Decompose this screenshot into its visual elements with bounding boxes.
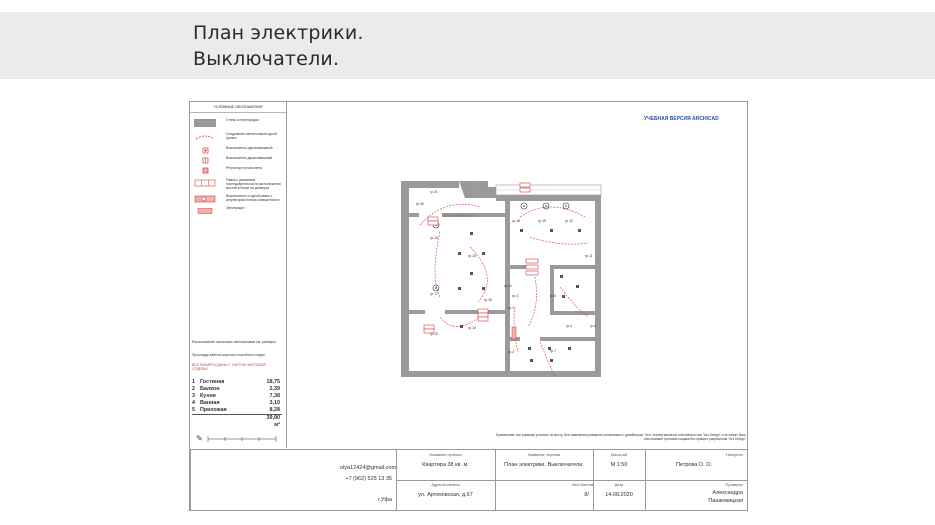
title-block — [190, 449, 747, 511]
legend-label: Электрощит — [226, 206, 245, 210]
floor-plan — [400, 177, 605, 377]
legend-label: Выключатель и одной рамке с регулятором потока освещенности — [226, 194, 280, 202]
legend-item-walls — [194, 118, 284, 128]
contact-city: г.Уфа — [378, 497, 392, 503]
legend-item-switch-2 — [194, 156, 284, 166]
total-area: 39,90 м² — [266, 415, 280, 428]
legend-note-3: ВСЕ РАЗМЕРЫ ДАНЫ С УЧЕТОМ ЧИСТОВОЙ ОТДЕЛКИ — [192, 363, 266, 371]
svg-text:гр.4: гр.4 — [566, 324, 572, 328]
drawn-label: Начертил — [726, 453, 743, 457]
legend-label: Регулятор потока света — [226, 166, 262, 170]
svg-text:гр.5: гр.5 — [550, 294, 556, 298]
checked-label: Проверил — [725, 483, 743, 487]
svg-text:гр.15: гр.15 — [468, 254, 476, 258]
group-line-icon — [194, 133, 216, 141]
svg-text:гр.7: гр.7 — [550, 349, 556, 353]
contact-email: olya12424@gmail.com — [340, 465, 397, 471]
scale-label: Масштаб — [610, 453, 628, 457]
legend-panel — [190, 102, 287, 448]
room-total-row — [192, 414, 282, 429]
checked-by-line1: Александра — [712, 490, 743, 496]
switch-frame-icon — [194, 179, 216, 187]
room-area-table — [192, 379, 282, 429]
date-value: 14.08.2020 — [605, 492, 633, 498]
svg-text:гр.1: гр.1 — [508, 306, 514, 310]
legend-item-group-line — [194, 132, 284, 142]
legend-item-switch-1 — [194, 146, 284, 156]
legend-item-frame — [194, 178, 284, 192]
single-switch-icon — [194, 147, 216, 155]
drawing-name: План электрики. Выключатели. — [504, 462, 584, 468]
project-label: Название проекта — [429, 453, 462, 457]
legend-note-2: Прокладку кабеля скрытым способом в гофре. — [192, 353, 266, 357]
room-row: 1 Гостиная 18,75 — [192, 379, 280, 385]
project-name: Квартира 38 кв. м. — [422, 462, 469, 468]
scale-value: М 1:50 — [610, 462, 628, 468]
svg-text:гр.21: гр.21 — [504, 284, 512, 288]
svg-text:гр.14: гр.14 — [468, 326, 476, 330]
svg-text:гр.20: гр.20 — [430, 236, 438, 240]
slide-title-line2: Выключатели. — [193, 48, 340, 70]
slide-header — [0, 12, 935, 79]
svg-text:гр.12: гр.12 — [565, 219, 573, 223]
drawing-note: Примечание: все размеры уточнять по месту. Все изменения размеров согласованы с дизайнером. Этот чертеж является собственностью "Ars Design" и не может быть использован третьими лицами без прямого разрешения "Ars Design" — [495, 433, 746, 441]
svg-text:гр.18: гр.18 — [512, 219, 520, 223]
legend-label: Выключатель двухклавишный — [226, 156, 273, 160]
frame-dimmer-icon — [194, 195, 216, 203]
legend-note-1: Расположение настенных светильников см. размеры — [192, 340, 276, 344]
legend-label: Выключатель одноклавишный — [226, 146, 273, 150]
double-switch-icon — [194, 157, 216, 165]
date-label: Дата — [614, 483, 624, 487]
scale-bar — [194, 432, 280, 444]
address: ул. Артековская, д.67 — [418, 492, 473, 498]
legend-item-panel — [194, 206, 284, 216]
sheet-number: 8/ — [584, 492, 589, 498]
svg-text:гр.13: гр.13 — [430, 332, 438, 336]
svg-text:гр.11: гр.11 — [585, 254, 593, 258]
electric-panel-icon — [194, 207, 216, 215]
legend-title: УСЛОВНЫЕ ОБОЗНАЧЕНИЯ — [190, 102, 286, 113]
contact-phone: +7 (962) 525 13 35 — [345, 476, 392, 482]
legend-item-frame-dimmer — [194, 194, 284, 204]
checked-by-line2: Пашковицкая — [708, 498, 743, 504]
address-label: Адрес/Контакты — [431, 483, 460, 487]
svg-text:гр.31: гр.31 — [430, 190, 438, 194]
legend-label: Стены и перегородки — [226, 118, 259, 122]
svg-text:гр.17: гр.17 — [430, 292, 438, 296]
wall-swatch — [194, 119, 216, 127]
room-row: 4 Ванная 3,10 — [192, 400, 280, 406]
room-row: 2 Балкон 2,39 — [192, 386, 280, 392]
drawing-sheet — [189, 101, 748, 511]
drawing-label: Название чертежа — [527, 453, 561, 457]
svg-text:гр.3: гр.3 — [512, 294, 518, 298]
slide-title-line1: План электрики. — [193, 22, 364, 44]
svg-text:гр.19: гр.19 — [538, 219, 546, 223]
watermark: УЧЕБНАЯ ВЕРСИЯ ARCHICAD — [644, 116, 719, 122]
drawn-by: Петрова О. О. — [675, 462, 713, 468]
north-arrow-icon: ✎ — [196, 434, 203, 443]
svg-text:гр.2: гр.2 — [508, 350, 514, 354]
svg-text:гр.16: гр.16 — [484, 298, 492, 302]
legend-label: Соединение светильников одной группы — [226, 132, 277, 140]
dimmer-icon — [194, 167, 216, 175]
sheet-label: Лист/Листов — [571, 483, 593, 487]
legend-item-dimmer — [194, 166, 284, 176]
svg-text:гр.6: гр.6 — [590, 324, 596, 328]
room-row: 5 Прихожая 8,28 — [192, 407, 280, 413]
legend-label: Рамка с указанием последовательности расположения мостов в блоке на размерах — [226, 178, 281, 190]
svg-text:гр.30: гр.30 — [416, 202, 424, 206]
room-row: 3 Кухня 7,38 — [192, 393, 280, 399]
